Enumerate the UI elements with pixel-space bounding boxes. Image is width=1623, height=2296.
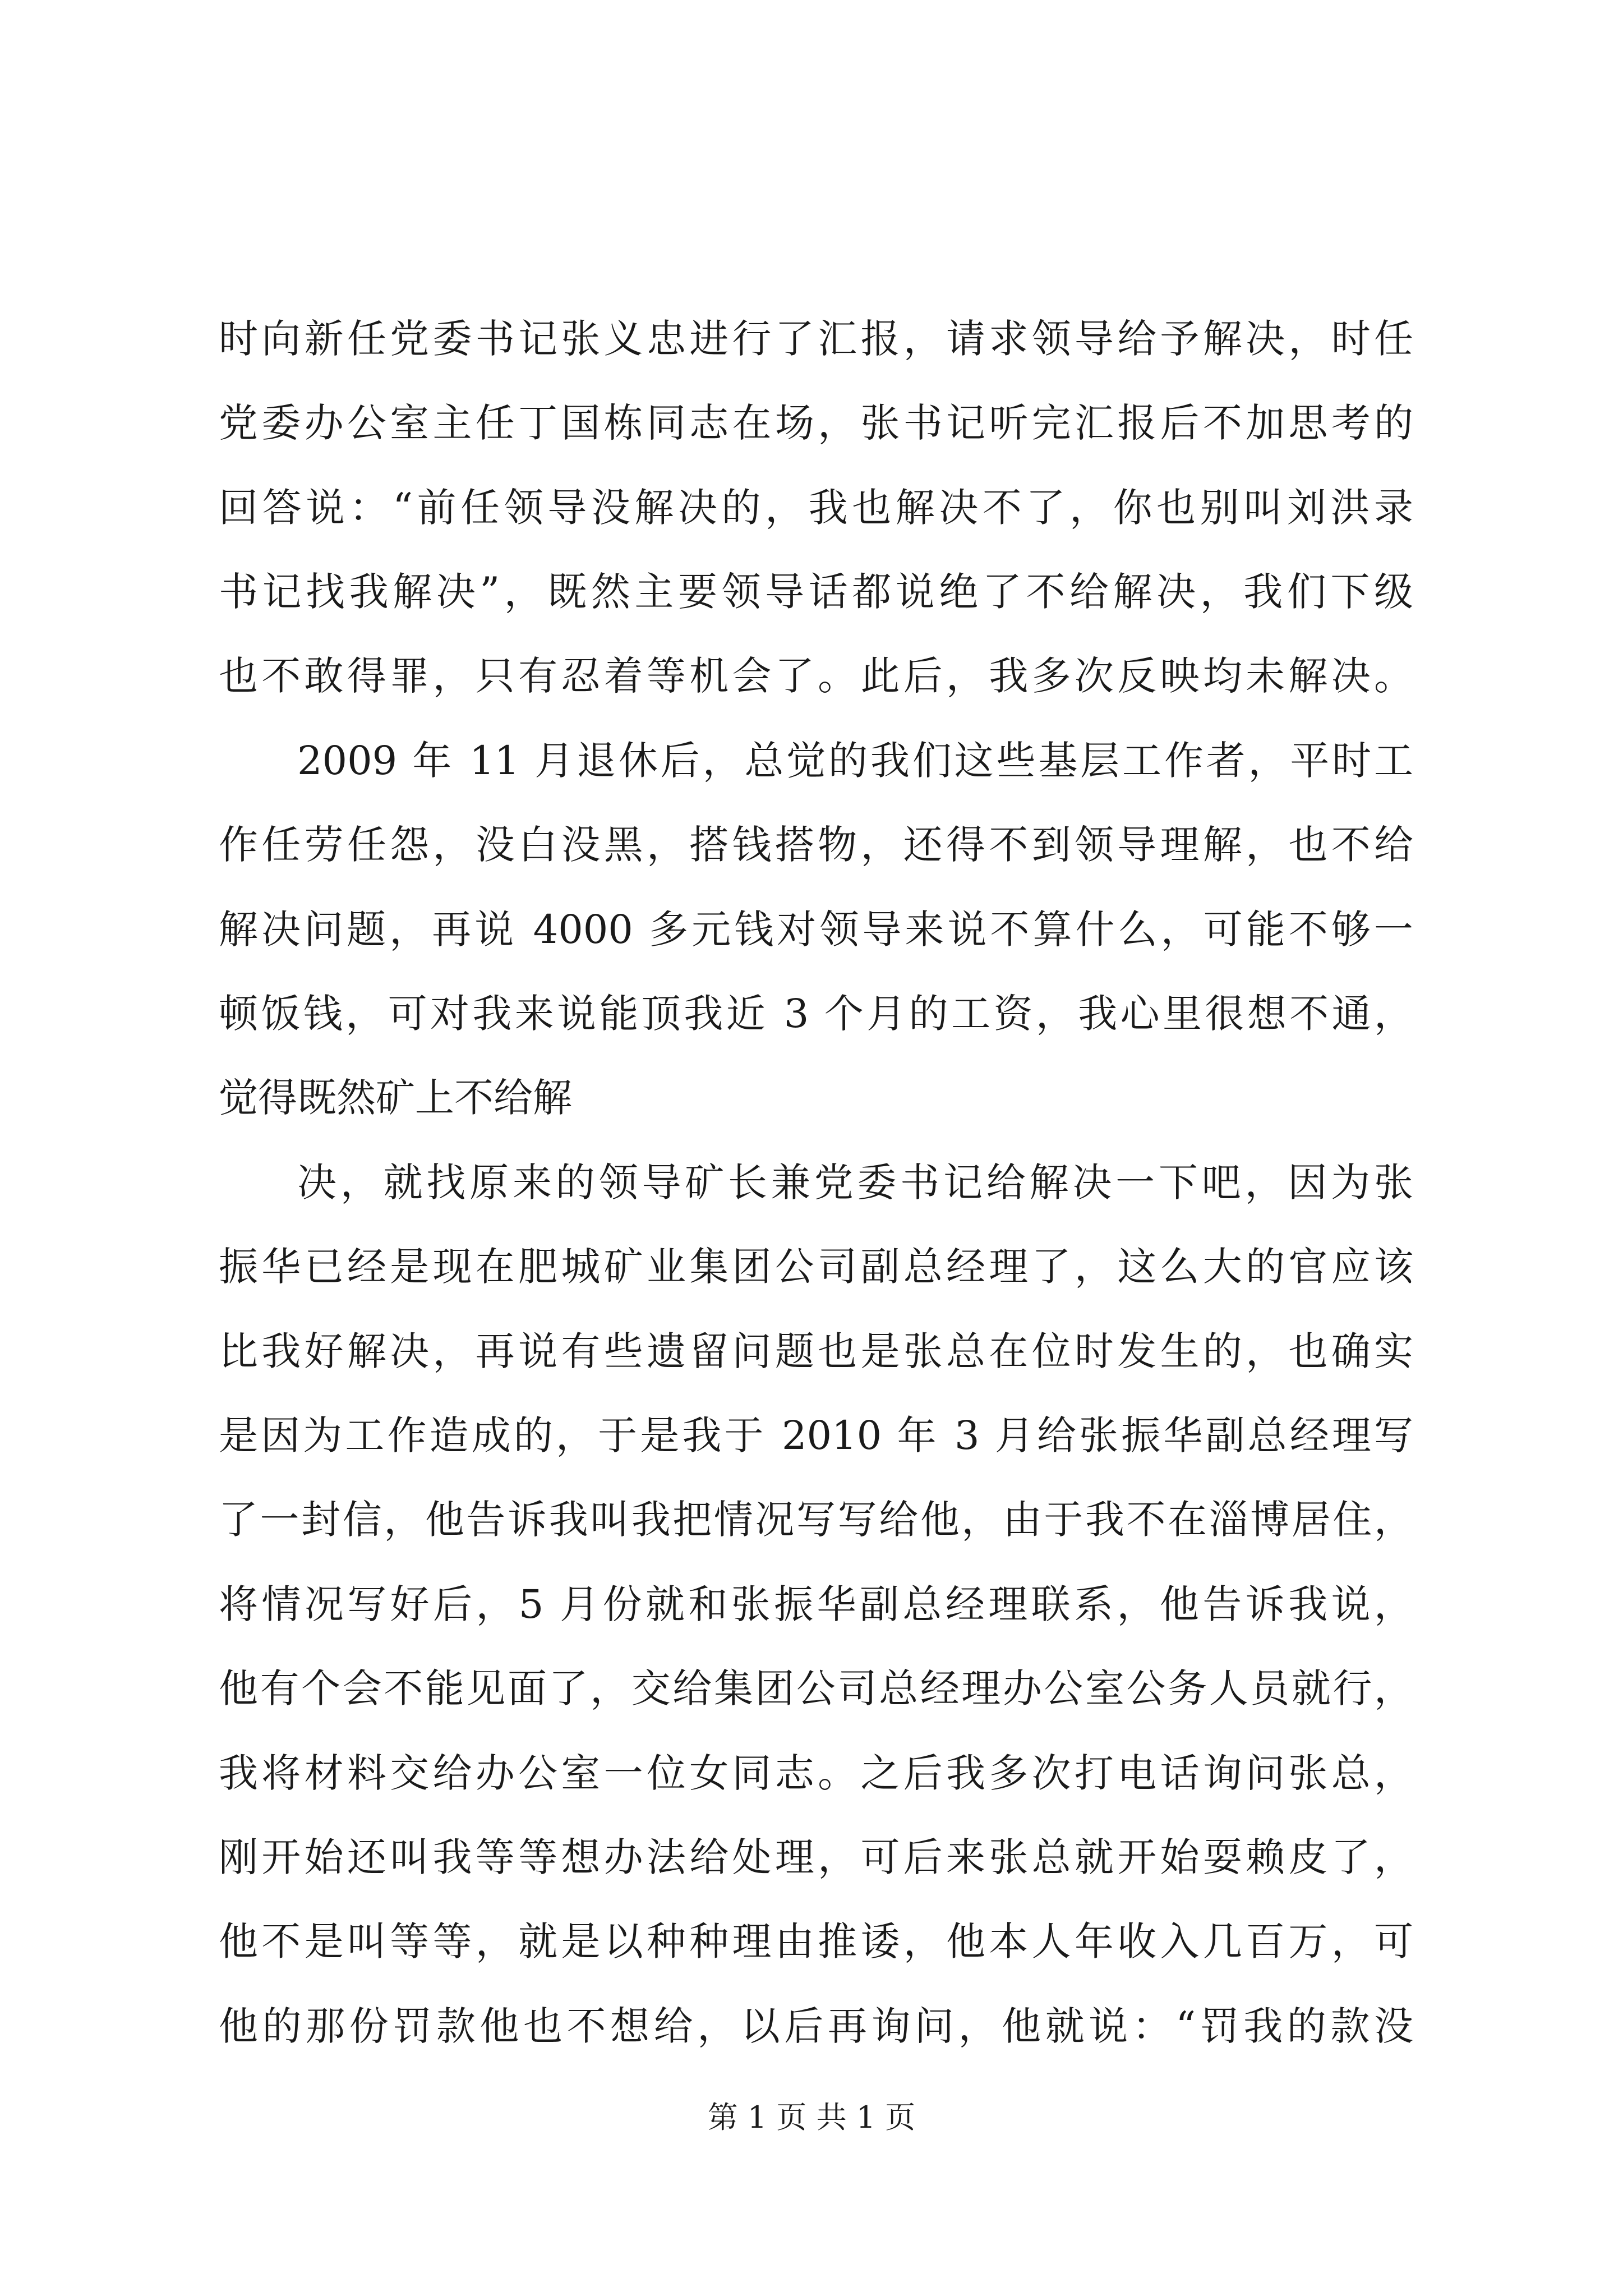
text-line: 我将材料交给办公室一位女同志。之后我多次打电话询问张总， [219,1750,1413,1796]
text-line: 刚开始还叫我等等想办法给处理，可后来张总就开始耍赖皮了， [219,1834,1413,1880]
text-line: 他不是叫等等，就是以种种理由推诿，他本人年收入几百万，可 [219,1918,1413,1964]
text-line: 解决问题，再说 4000 多元钱对领导来说不算什么，可能不够一 [219,907,1413,953]
paragraph-last-line: 觉得既然矿上不给解 [219,1075,572,1121]
paragraph-first-line: 决，就找原来的领导矿长兼党委书记给解决一下吧，因为张 [297,1159,1413,1205]
text-line: 他有个会不能见面了，交给集团公司总经理办公室公务人员就行， [219,1665,1413,1711]
text-line: 比我好解决，再说有些遗留问题也是张总在位时发生的，也确实 [219,1328,1413,1374]
text-line: 是因为工作造成的，于是我于 2010 年 3 月给张振华副总经理写 [219,1412,1413,1458]
text-line: 振华已经是现在肥城矿业集团公司副总经理了，这么大的官应该 [219,1244,1413,1290]
text-line: 了一封信，他告诉我叫我把情况写写给他，由于我不在淄博居住， [219,1497,1413,1543]
text-line: 时向新任党委书记张义忠进行了汇报，请求领导给予解决，时任 [219,316,1413,362]
text-line: 书记找我解决”，既然主要领导话都说绝了不给解决，我们下级 [219,569,1413,615]
text-line: 也不敢得罪，只有忍着等机会了。此后，我多次反映均未解决。 [219,653,1413,699]
text-line: 党委办公室主任丁国栋同志在场，张书记听完汇报后不加思考的 [219,400,1413,446]
text-line: 作任劳任怨，没白没黑，搭钱搭物，还得不到领导理解，也不给 [219,822,1413,868]
paragraph-first-line: 2009 年 11 月退休后，总觉的我们这些基层工作者，平时工 [297,738,1413,784]
page-number-footer: 第 1 页 共 1 页 [707,2100,916,2135]
text-line: 回答说：“前任领导没解决的，我也解决不了，你也别叫刘洪录 [219,485,1413,531]
text-line: 顿饭钱，可对我来说能顶我近 3 个月的工资，我心里很想不通， [219,991,1413,1037]
text-line: 他的那份罚款他也不想给，以后再询问，他就说：“罚我的款没 [219,2003,1413,2049]
text-line: 将情况写好后，5 月份就和张振华副总经理联系，他告诉我说， [219,1581,1413,1627]
